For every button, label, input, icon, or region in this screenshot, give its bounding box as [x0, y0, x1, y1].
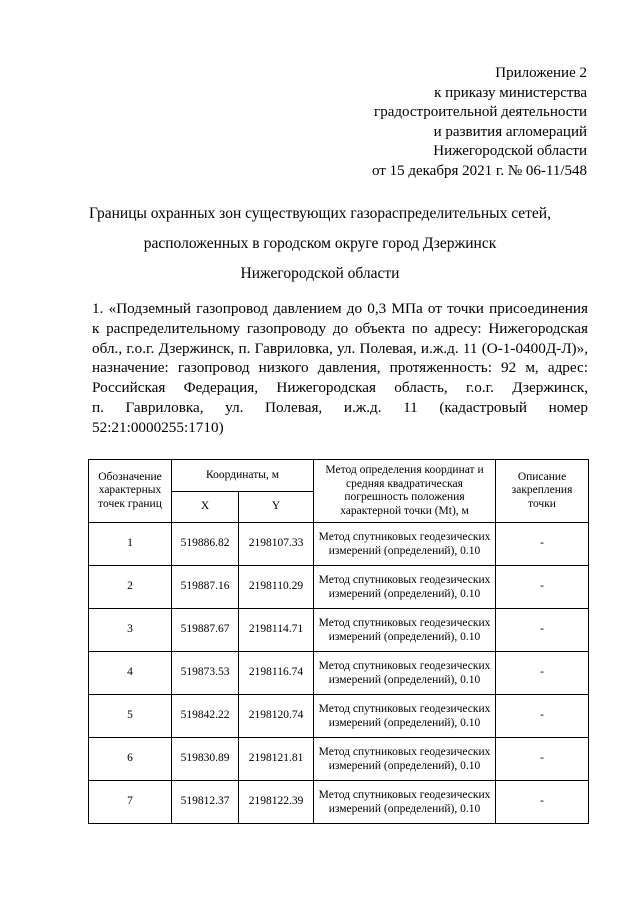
- cell-y: 2198107.33: [239, 523, 314, 566]
- cell-point: 3: [89, 609, 172, 652]
- cell-y: 2198114.71: [239, 609, 314, 652]
- cell-y: 2198122.39: [239, 781, 314, 824]
- cell-fixing: -: [496, 523, 589, 566]
- paragraph-line: к распределительному газопроводу до объекта по адресу: Нижегородская: [92, 319, 588, 337]
- table-row: [89, 738, 589, 781]
- header-point: Обозначение характерных точек границ: [89, 460, 172, 523]
- header-line: от 15 декабря 2021 г. № 06-11/548: [371, 162, 587, 179]
- paragraph-line: назначение: газопровод низкого давления, протяженность: 92 м, адрес:: [92, 359, 588, 377]
- title-line: расположенных в городском округе город Дзержинск: [143, 235, 497, 252]
- cell-fixing: -: [496, 609, 589, 652]
- header-fixing: Описание закрепления точки: [496, 460, 589, 523]
- paragraph-line: обл., г.о.г. Дзержинск, п. Гавриловка, ул. Полевая, и.ж.д. 11 (О-1-0400Д-Л)»,: [92, 339, 588, 357]
- cell-x: 519873.53: [172, 652, 239, 695]
- cell-method: Метод спутниковых геодезических измерений (определений), 0.10: [314, 652, 496, 695]
- cell-point: 7: [89, 781, 172, 824]
- cell-x: 519887.16: [172, 566, 239, 609]
- object-description: [92, 299, 588, 438]
- cell-method: Метод спутниковых геодезических измерений (определений), 0.10: [314, 609, 496, 652]
- appendix-header: [372, 64, 587, 182]
- header-line: градостроительной деятельности: [374, 104, 587, 121]
- cell-y: 2198120.74: [239, 695, 314, 738]
- header-x: X: [172, 492, 239, 523]
- header-line: и развития агломераций: [433, 123, 587, 140]
- header-coordinates: Координаты, м: [172, 460, 314, 492]
- cell-y: 2198116.74: [239, 652, 314, 695]
- header-line: Приложение 2: [495, 65, 587, 81]
- cell-x: 519830.89: [172, 738, 239, 781]
- cell-fixing: -: [496, 566, 589, 609]
- cell-fixing: -: [496, 781, 589, 824]
- cell-fixing: -: [496, 695, 589, 738]
- cell-method: Метод спутниковых геодезических измерений (определений), 0.10: [314, 523, 496, 566]
- cell-point: 6: [89, 738, 172, 781]
- cell-x: 519887.67: [172, 609, 239, 652]
- coordinates-table: [88, 459, 589, 824]
- paragraph-line: 1. «Подземный газопровод давлением до 0,3 МПа от точки присоединения: [92, 300, 588, 317]
- paragraph-line: 52:21:0000255:1710): [92, 418, 224, 436]
- paragraph-line: п. Гавриловка, ул. Полевая, и.ж.д. 11 (кадастровый номер: [92, 398, 588, 416]
- cell-method: Метод спутниковых геодезических измерений (определений), 0.10: [314, 566, 496, 609]
- header-y: Y: [239, 492, 314, 523]
- cell-point: 2: [89, 566, 172, 609]
- header-line: Нижегородской области: [433, 143, 587, 160]
- cell-fixing: -: [496, 738, 589, 781]
- cell-point: 4: [89, 652, 172, 695]
- cell-point: 1: [89, 523, 172, 566]
- cell-fixing: -: [496, 652, 589, 695]
- table-row: [89, 523, 589, 566]
- header-line: к приказу министерства: [434, 84, 587, 101]
- cell-y: 2198110.29: [239, 566, 314, 609]
- table-row: [89, 609, 589, 652]
- cell-point: 5: [89, 695, 172, 738]
- table-row: [89, 566, 589, 609]
- cell-method: Метод спутниковых геодезических измерений (определений), 0.10: [314, 695, 496, 738]
- table-row: [89, 781, 589, 824]
- cell-x: 519886.82: [172, 523, 239, 566]
- document-title: [60, 205, 580, 295]
- cell-method: Метод спутниковых геодезических измерений (определений), 0.10: [314, 738, 496, 781]
- cell-y: 2198121.81: [239, 738, 314, 781]
- title-line: Нижегородской области: [240, 265, 400, 282]
- table-row: [89, 695, 589, 738]
- cell-x: 519812.37: [172, 781, 239, 824]
- title-line: Границы охранных зон существующих газораспределительных сетей,: [89, 205, 551, 222]
- table-row: [89, 652, 589, 695]
- header-method: Метод определения координат и средняя квадратическая погрешность положения характерной точки (Mt), м: [314, 460, 496, 523]
- cell-x: 519842.22: [172, 695, 239, 738]
- cell-method: Метод спутниковых геодезических измерений (определений), 0.10: [314, 781, 496, 824]
- paragraph-line: Российская Федерация, Нижегородская область, г.о.г. Дзержинск,: [92, 379, 588, 397]
